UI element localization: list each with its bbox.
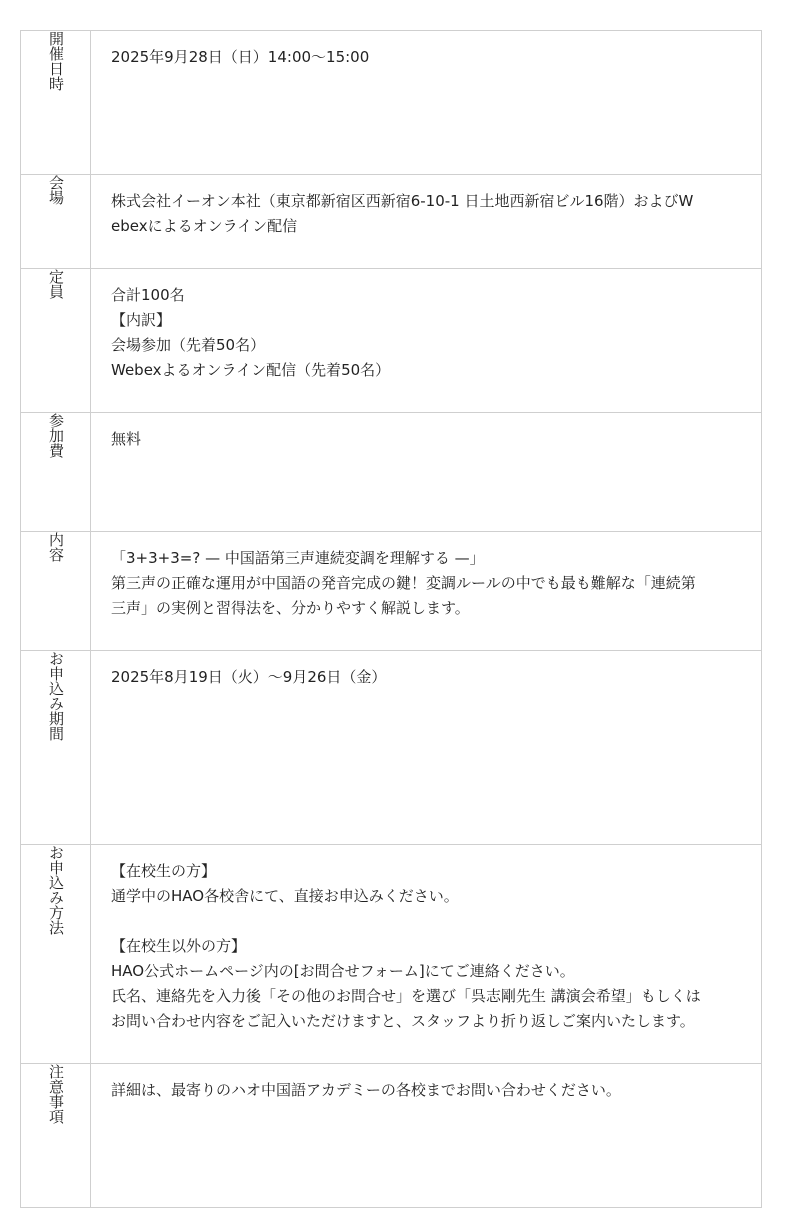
capacity-line: Webexよるオンライン配信（先着50名） <box>111 361 391 379</box>
row-label-application-period: お申込み期間 <box>47 651 65 741</box>
row-label-fee: 参加費 <box>47 413 65 458</box>
row-label-datetime: 開催日時 <box>47 31 65 91</box>
row-label-content: 内容 <box>47 532 65 562</box>
label-cell <box>21 31 91 175</box>
row-application-period <box>21 651 762 845</box>
value-cell <box>91 175 762 269</box>
value-cell <box>91 845 762 1064</box>
row-label-capacity: 定員 <box>47 269 65 299</box>
notes-line: 詳細は、最寄りのハオ中国語アカデミーの各校までお問い合わせください。 <box>111 1081 621 1099</box>
row-fee <box>21 413 762 532</box>
value-cell <box>91 413 762 532</box>
label-cell <box>21 1064 91 1208</box>
row-application-method <box>21 845 762 1064</box>
method-line: HAO公式ホームページ内の[お問合せフォーム]にてご連絡ください。 <box>111 962 575 980</box>
venue-line: 株式会社イーオン本社（東京都新宿区西新宿6-10-1 日土地西新宿ビル16階）およびW <box>111 192 694 210</box>
label-cell <box>21 269 91 413</box>
method-line: 通学中のHAO各校舎にて、直接お申込みください。 <box>111 887 459 905</box>
method-line: お問い合わせ内容をご記入いただけますと、スタッフより折り返しご案内いたします。 <box>111 1012 695 1030</box>
label-cell <box>21 175 91 269</box>
content-line: 第三声の正確な運用が中国語の発音完成の鍵！変調ルールの中でも最も難解な「連続第 <box>111 574 696 592</box>
method-line: 【在校生以外の方】 <box>111 937 247 955</box>
period-line: 2025年8月19日（火）〜9月26日（金） <box>111 668 387 686</box>
value-cell <box>91 1064 762 1208</box>
row-label-venue: 会場 <box>47 175 65 205</box>
value-cell <box>91 651 762 845</box>
content-line: 「3+3+3=? — 中国語第三声連続変調を理解する —」 <box>111 549 485 567</box>
row-label-notes: 注意事項 <box>47 1064 65 1124</box>
row-notes <box>21 1064 762 1208</box>
row-label-application-method: お申込み方法 <box>47 845 65 935</box>
row-capacity <box>21 269 762 413</box>
row-venue <box>21 175 762 269</box>
capacity-line: 会場参加（先着50名） <box>111 336 266 354</box>
method-line: 氏名、連絡先を入力後「その他のお問合せ」を選び「呉志剛先生 講演会希望」もしくは <box>111 987 701 1005</box>
label-cell <box>21 532 91 651</box>
content-line: 三声」の実例と習得法を、分かりやすく解説します。 <box>111 599 470 617</box>
label-cell <box>21 845 91 1064</box>
fee-line: 無料 <box>111 430 142 448</box>
row-datetime <box>21 31 762 175</box>
capacity-line: 【内訳】 <box>111 311 172 329</box>
value-cell <box>91 269 762 413</box>
label-cell <box>21 651 91 845</box>
method-line <box>111 909 745 934</box>
venue-line: ebexによるオンライン配信 <box>111 217 298 235</box>
datetime-line: 2025年9月28日（日）14:00〜15:00 <box>111 48 370 66</box>
value-cell <box>91 532 762 651</box>
method-line: 【在校生の方】 <box>111 862 217 880</box>
row-content <box>21 532 762 651</box>
event-info-table <box>20 30 762 1208</box>
label-cell <box>21 413 91 532</box>
value-cell <box>91 31 762 175</box>
capacity-line: 合計100名 <box>111 286 185 304</box>
